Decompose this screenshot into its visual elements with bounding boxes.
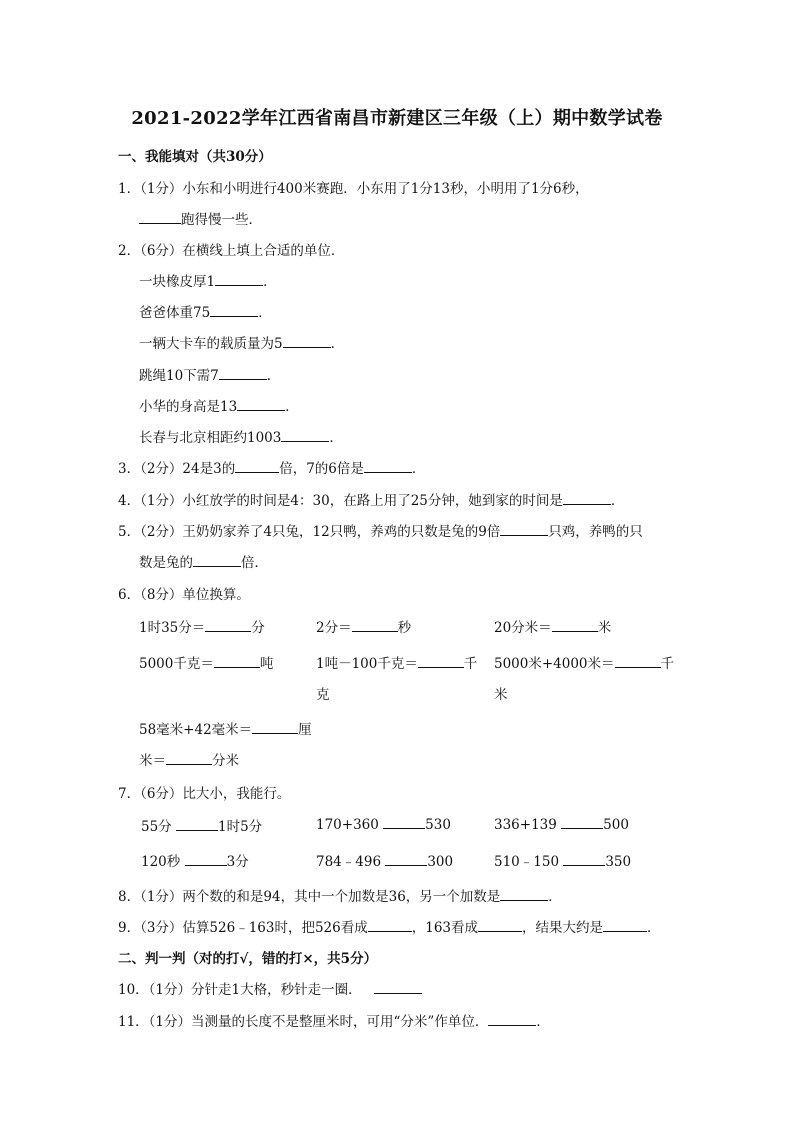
question-10: 10．（1分）分针走1大格，秒针走一圈． xyxy=(118,978,422,998)
compare-item: 784﹣496 300 xyxy=(316,854,454,870)
answer-blank[interactable] xyxy=(185,852,227,866)
question-2-item: 跳绳10下需7 ． xyxy=(139,368,281,384)
question-11: 11．（1分）当测量的长度不是整厘米时，可用“分米”作单位． ． xyxy=(118,1014,550,1030)
question-1-line-1: 1．（1分）小东和小明进行400米赛跑．小东用了1分13秒，小明用了1分6秒， xyxy=(118,181,589,197)
section-1-heading: 一、我能填对（共30分） xyxy=(118,149,272,165)
answer-blank[interactable] xyxy=(214,654,260,668)
section-2-heading: 二、判一判（对的打√，错的打×，共5分） xyxy=(118,951,378,967)
question-4: 4．（1分）小红放学的时间是4：30，在路上用了25分钟，她到家的时间是 ． xyxy=(118,493,625,509)
answer-blank[interactable] xyxy=(383,815,425,829)
compare-item: 120秒 3分 xyxy=(141,854,249,870)
conversion-item-wrap: 米＝ 分米 xyxy=(139,753,239,769)
conversion-item-wrap: 米 xyxy=(494,687,508,703)
answer-blank[interactable] xyxy=(385,852,427,866)
conversion-item: 1吨－100千克＝ 千 xyxy=(316,656,478,672)
question-5-line-1: 5．（2分）王奶奶家养了4只兔，12只鸭，养鸡的只数是兔的9倍 只鸡，养鸭的只 xyxy=(118,524,643,540)
question-9: 9．（3分）估算526﹣163时，把526看成 ，163看成 ，结果大约是 ． xyxy=(118,920,661,936)
compare-item: 55分 1时5分 xyxy=(141,819,263,835)
conversion-item: 20分米＝ 米 xyxy=(494,620,612,636)
answer-blank[interactable] xyxy=(500,522,548,536)
question-7-stem: 7．（6分）比大小，我能行。 xyxy=(118,786,291,802)
exam-title: 2021-2022学年江西省南昌市新建区三年级（上）期中数学试卷 xyxy=(131,108,663,129)
answer-blank[interactable] xyxy=(237,397,285,411)
answer-blank[interactable] xyxy=(193,553,241,567)
question-8: 8．（1分）两个数的和是94，其中一个加数是36，另一个加数是 ． xyxy=(118,889,562,905)
conversion-item-wrap: 克 xyxy=(316,687,330,703)
question-2-item: 一块橡皮厚1 ． xyxy=(139,274,277,290)
answer-blank[interactable] xyxy=(352,618,398,632)
conversion-item: 2分＝ 秒 xyxy=(316,620,412,636)
answer-blank[interactable] xyxy=(563,491,611,505)
answer-blank[interactable] xyxy=(478,918,522,932)
question-2-item: 长春与北京相距约1003 ． xyxy=(139,430,343,446)
answer-blank[interactable] xyxy=(205,618,251,632)
answer-blank[interactable] xyxy=(563,852,605,866)
answer-blank[interactable] xyxy=(368,918,412,932)
conversion-item: 5000千克＝ 吨 xyxy=(139,656,274,672)
answer-blank[interactable] xyxy=(166,751,212,765)
answer-blank[interactable] xyxy=(215,272,263,286)
answer-blank[interactable] xyxy=(235,459,279,473)
answer-blank[interactable] xyxy=(252,720,298,734)
answer-blank[interactable] xyxy=(281,428,329,442)
question-2-item: 一辆大卡车的载质量为5 ． xyxy=(139,336,345,352)
question-1-line-2: 跑得慢一些． xyxy=(139,208,262,228)
question-2-stem: 2．（6分）在横线上填上合适的单位． xyxy=(118,243,345,259)
answer-blank[interactable] xyxy=(500,887,548,901)
question-3: 3．（2分）24是3的 倍，7的6倍是 ． xyxy=(118,461,426,477)
conversion-item: 1时35分＝ 分 xyxy=(139,620,265,636)
conversion-item: 58毫米+42毫米＝ 厘 xyxy=(139,722,312,738)
question-6-stem: 6．（8分）单位换算。 xyxy=(118,587,250,603)
answer-blank[interactable] xyxy=(418,654,464,668)
question-5-line-2: 数是兔的 倍． xyxy=(139,555,268,571)
compare-item: 336+139 500 xyxy=(494,817,629,833)
answer-blank[interactable] xyxy=(561,815,603,829)
answer-blank[interactable] xyxy=(219,366,267,380)
answer-blank[interactable] xyxy=(283,334,331,348)
conversion-item: 5000米+4000米＝ 千 xyxy=(494,656,675,672)
answer-blank[interactable] xyxy=(552,618,598,632)
answer-blank[interactable] xyxy=(176,817,218,831)
answer-blank[interactable] xyxy=(488,1012,536,1026)
answer-blank[interactable] xyxy=(364,459,412,473)
compare-item: 170+360 530 xyxy=(316,817,451,833)
answer-blank[interactable] xyxy=(210,303,258,317)
question-2-item: 爸爸体重75 ． xyxy=(139,305,272,321)
answer-blank[interactable] xyxy=(603,918,647,932)
question-2-item: 小华的身高是13 ． xyxy=(139,399,299,415)
answer-blank[interactable] xyxy=(139,210,181,224)
answer-blank[interactable] xyxy=(374,980,422,994)
compare-item: 510﹣150 350 xyxy=(494,854,632,870)
answer-blank[interactable] xyxy=(615,654,661,668)
